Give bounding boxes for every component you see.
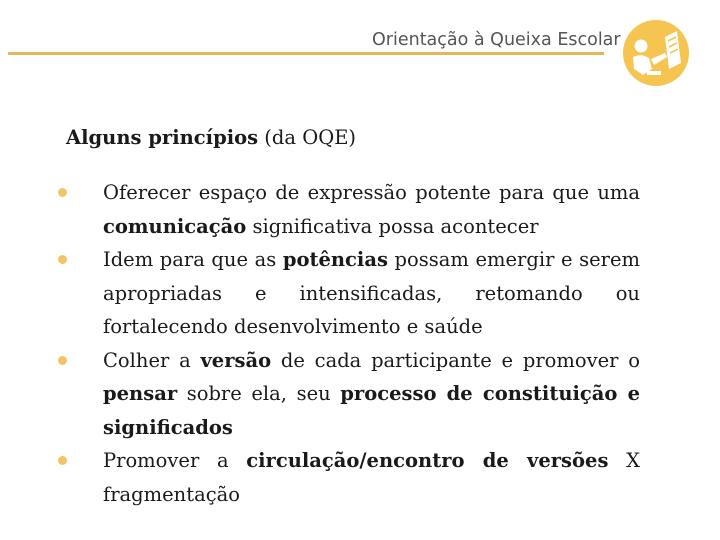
item-text: significativa possa acontecer xyxy=(246,214,539,238)
item-text: possam emergir e serem apropriadas e intensificadas, retomando ou fortalecendo desenvolvimento e saúde xyxy=(103,248,640,338)
section-heading xyxy=(66,126,356,149)
item-text: de cada participante e promover o xyxy=(271,348,640,372)
list-item xyxy=(50,344,640,445)
principles-list xyxy=(50,176,640,511)
emphasis-text: pensar xyxy=(103,382,178,405)
item-text: Promover a xyxy=(103,449,247,472)
emphasis-text: comunicação xyxy=(103,214,247,238)
emphasis-text: processo de constituição e significados xyxy=(103,382,641,439)
heading-bold: Alguns princípios xyxy=(66,126,259,149)
bullet-icon xyxy=(58,255,67,264)
list-item xyxy=(50,243,640,344)
emphasis-text: potências xyxy=(282,248,388,271)
list-item xyxy=(50,176,640,243)
emphasis-text: versão xyxy=(200,348,272,372)
item-text: sobre ela, seu xyxy=(177,382,341,405)
bullet-icon xyxy=(58,356,67,365)
emphasis-text: circulação/encontro de versões xyxy=(246,449,609,472)
item-text: Colher a xyxy=(103,348,201,372)
list-item xyxy=(50,444,640,511)
item-text: X fragmentação xyxy=(103,449,640,506)
heading-suffix: (da OQE) xyxy=(258,126,357,149)
item-text: Oferecer espaço de expressão potente para que uma xyxy=(103,181,640,204)
item-text: Idem para que as xyxy=(103,248,283,271)
header-divider xyxy=(8,52,604,55)
bullet-icon xyxy=(58,188,67,197)
header-title: Orientação à Queixa Escolar xyxy=(372,30,621,50)
person-reading-icon xyxy=(621,19,691,87)
bullet-icon xyxy=(58,456,67,465)
